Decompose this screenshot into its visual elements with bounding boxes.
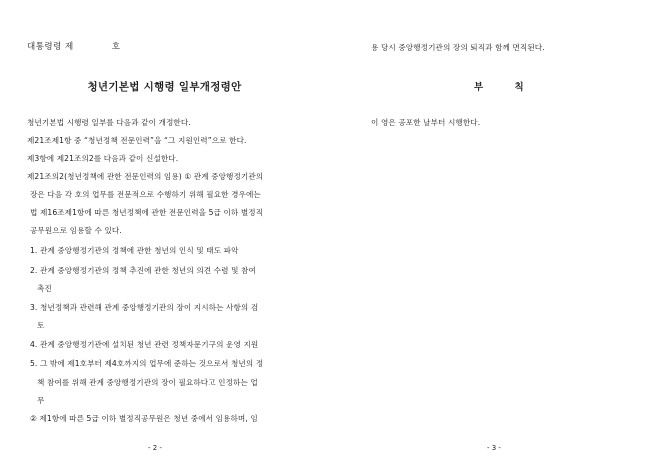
list-item: 2. 관계 중앙행정기관의 정책 추진에 관한 청년의 의견 수렴 및 참여 [30, 266, 256, 275]
body-line: 제21조제1항 중 “청년정책 전문인력”을 “그 지원인력”으로 한다. [27, 136, 247, 145]
page-number: - 3 - [487, 444, 501, 452]
decree-suffix: 호 [111, 42, 121, 52]
list-item: 4. 관계 중앙행정기관에 설치된 청년 관련 정책자문기구의 운영 지원 [30, 340, 259, 349]
body-line: 제3항에 제21조의2를 다음과 같이 신설한다. [27, 154, 179, 163]
body-line: 청년기본법 시행령 일부를 다음과 같이 개정한다. [27, 118, 191, 127]
body-line: 장은 다음 각 호의 업무를 전문적으로 수행하기 위해 필요한 경우에는 [30, 190, 261, 199]
amendment-title: 청년기본법 시행령 일부개정령안 [87, 81, 242, 93]
list-item-cont: 책 참여를 위해 관계 중앙행정기관의 장이 필요하다고 인정하는 업 [37, 378, 258, 387]
effective-date-line: 이 영은 공포한 날부터 시행한다. [371, 118, 481, 127]
list-item: 5. 그 밖에 제1호부터 제4호까지의 업무에 준하는 것으로서 청년의 정 [30, 359, 264, 368]
body-line: 법 제16조제1항에 따른 청년정책에 관한 전문인력을 5급 이하 별정직 [30, 208, 264, 217]
list-item-cont: 무 [37, 396, 45, 405]
decree-prefix: 대통령령 제 [27, 42, 74, 52]
list-item: 3. 청년정책과 관련해 관계 중앙행정기관의 장이 지시하는 사항의 검 [30, 303, 259, 312]
continuation-line: 용 당시 중앙행정기관의 장의 퇴직과 함께 면직된다. [371, 43, 545, 52]
page-number: - 2 - [148, 444, 162, 452]
body-line: 공무원으로 임용할 수 있다. [30, 226, 122, 235]
supplementary-heading: 부 칙 [474, 82, 538, 93]
body-line: ② 제1항에 따른 5급 이하 별정직공무원은 청년 중에서 임용하며, 임 [30, 414, 258, 423]
list-item-cont: 촉진 [37, 284, 52, 293]
list-item: 1. 관계 중앙행정기관의 정책에 관한 청년의 인식 및 태도 파악 [30, 246, 239, 255]
body-line: 제21조의2(청년정책에 관한 전문인력의 임용) ① 관계 중앙행정기관의 [27, 172, 264, 181]
decree-number [27, 40, 120, 52]
right-page [329, 0, 658, 466]
list-item-cont: 토 [37, 321, 45, 330]
